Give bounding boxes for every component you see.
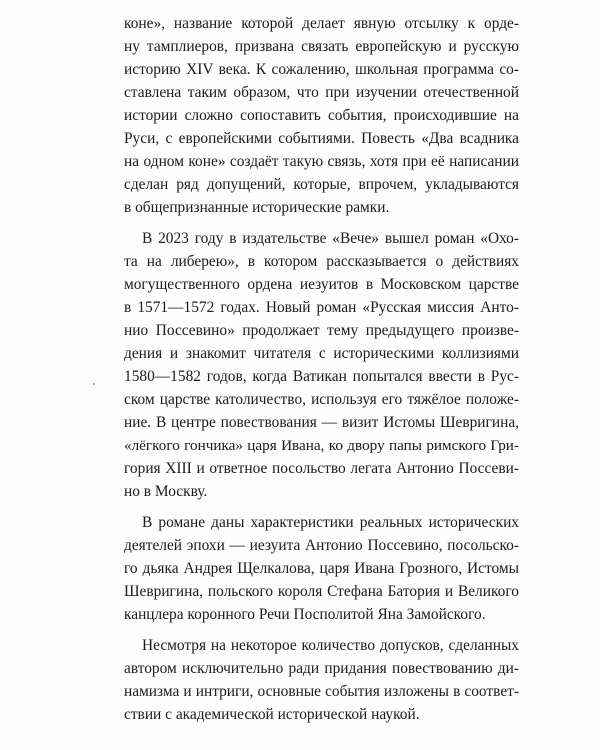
paragraph-4-line-1: Несмотря на некоторое количество допусков, сделанных — [142, 637, 519, 654]
paragraph-3-line-3: го дьяка Андрея Щелкалова, царя Ивана Грозного, Истомы — [124, 560, 519, 577]
paragraph-1-line-6: Руси, с европейскими событиями. Повесть «Два всадника — [124, 130, 519, 147]
paragraph-1-line-2: ну тамплиеров, призвана связать европейскую и русскую — [124, 38, 519, 55]
paragraph-2-line-9: ние. В центре повествования — визит Истомы Шевригина, — [124, 414, 519, 431]
paragraph-2-line-12: но в Москву. — [124, 483, 208, 500]
paragraph-2-line-5: нио Поссевино» продолжает тему предыдущего произве- — [124, 322, 519, 339]
paragraph-2-line-7: 1580—1582 годов, когда Ватикан попытался ввести в Рус- — [124, 368, 519, 385]
paragraph-2-line-6: дения и знакомит читателя с историческими коллизиями — [124, 345, 519, 362]
paragraph-1-line-5: истории сложно сопоставить события, происходившие на — [124, 107, 519, 124]
paragraph-2-line-10: «лёгкого гончика» царя Ивана, ко двору папы римского Гри- — [124, 437, 519, 454]
paragraph-4-line-3: намизма и интриги, основные события изложены в соответ- — [124, 683, 519, 700]
paragraph-4-line-2: автором исключительно ради придания повествованию ди- — [124, 660, 519, 677]
paragraph-2-line-1: В 2023 году в издательстве «Вече» вышел роман «Охо- — [142, 230, 519, 247]
paragraph-1-line-8: сделан ряд допущений, которые, впрочем, укладываются — [124, 176, 519, 193]
paragraph-1-line-1: коне», название которой делает явную отсылку к орде- — [124, 15, 519, 32]
paragraph-2-line-2: та на либерею», в котором рассказывается о действиях — [124, 253, 519, 270]
paragraph-1-line-4: ставлена таким образом, что при изучении отечественной — [124, 84, 519, 101]
paragraph-2-line-4: в 1571—1572 годах. Новый роман «Русская миссия Анто- — [124, 299, 519, 316]
paragraph-2-line-3: могущественного ордена иезуитов в Московском царстве — [124, 276, 519, 293]
paragraph-1-line-3: историю XIV века. К сожалению, школьная программа со- — [124, 61, 519, 78]
paragraph-3-line-1: В романе даны характеристики реальных исторических — [142, 514, 519, 531]
paragraph-3-line-2: деятелей эпохи — иезуита Антонио Поссевино, посольско- — [124, 537, 519, 554]
paragraph-1-line-7: на одном коне» создаёт такую связь, хотя при её написании — [124, 153, 519, 170]
paragraph-3-line-5: канцлера коронного Речи Посполитой Яна Замойского. — [124, 606, 486, 623]
paragraph-4-line-4: ствии с академической исторической наукой. — [124, 706, 420, 723]
paragraph-2-line-8: ском царстве католичество, используя его тяжёлое положе- — [124, 391, 519, 408]
paragraph-2-line-11: гория XIII и ответное посольство легата Антонио Поссеви- — [124, 460, 519, 477]
paragraph-3-line-4: Шевригина, польского короля Стефана Батория и Великого — [124, 583, 519, 600]
paragraph-1-line-9: в общепризнанные исторические рамки. — [124, 199, 390, 216]
scan-speck — [93, 383, 95, 385]
